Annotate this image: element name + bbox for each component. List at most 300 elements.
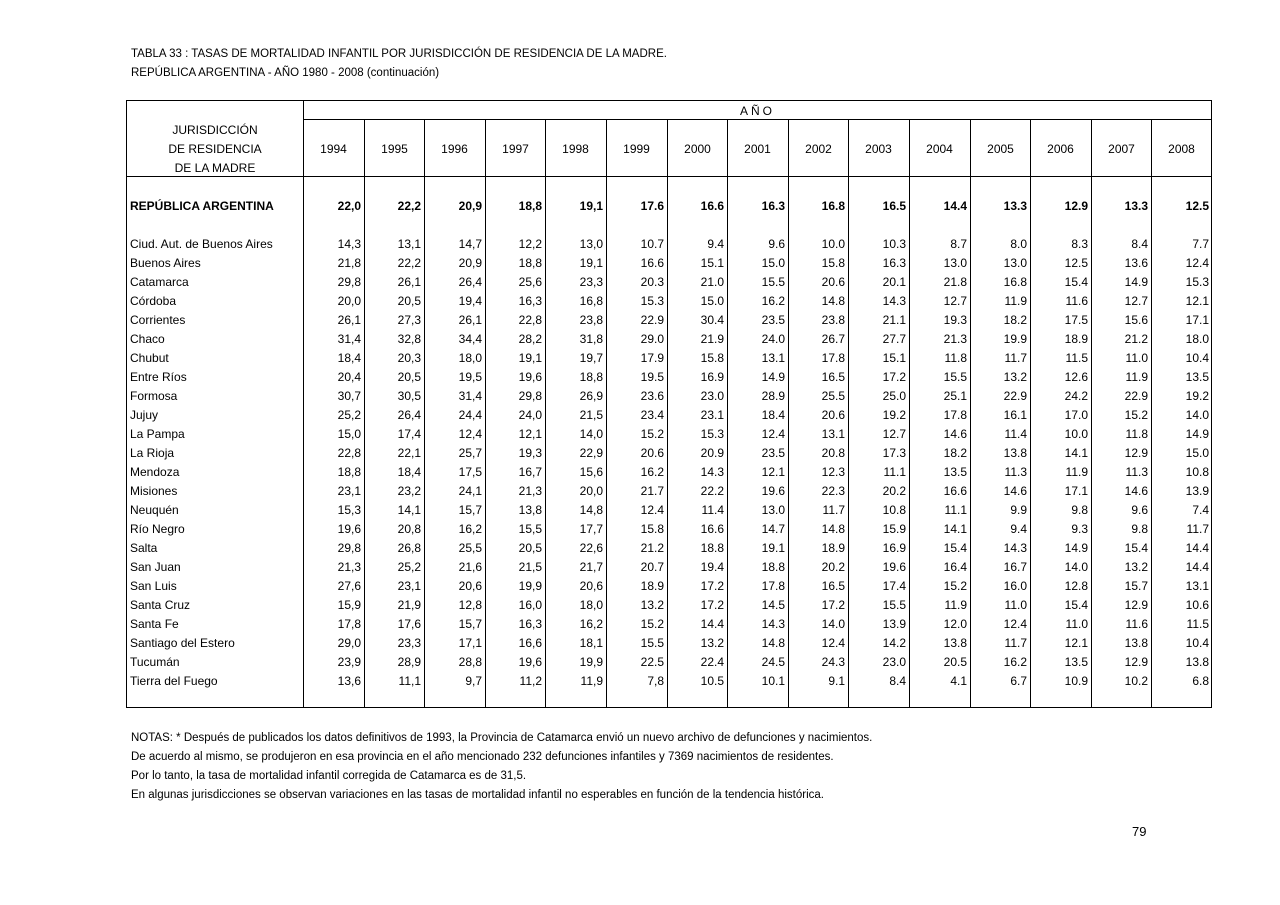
column-divider [848,120,849,708]
table-row-value: 11,2 [519,674,542,688]
table-row-value: 21,5 [518,560,542,574]
table-row-value: 31,4 [337,332,361,346]
total-row-value: 19,1 [579,199,603,213]
table-row-label: Tierra del Fuego [130,674,218,688]
table-row-value: 20.8 [821,446,845,460]
table-row-value: 17.9 [640,351,664,365]
total-row-value: 22,2 [397,199,421,213]
table-row-value: 14.7 [761,522,785,536]
table-row-value: 13.9 [882,617,906,631]
table-row-value: 26,8 [397,541,421,555]
table-row-value: 11,1 [398,674,421,688]
table-row-label: Neuquén [130,503,179,517]
table-row-value: 11.1 [944,503,967,517]
table-row-value: 16,0 [518,598,542,612]
table-row-value: 15.9 [882,522,906,536]
table-row-value: 15.3 [700,427,724,441]
table-row-value: 11.3 [1125,465,1148,479]
table-row-value: 20.6 [821,408,845,422]
table-row-value: 15,3 [337,503,361,517]
table-row-value: 21,9 [397,598,421,612]
table-row-value: 11.9 [1004,294,1027,308]
table-row-value: 17.1 [1064,484,1088,498]
table-row-value: 13.2 [1003,370,1027,384]
table-row-value: 11.0 [1004,598,1027,612]
table-row-value: 18,0 [579,598,603,612]
total-row-value: 16.6 [700,199,724,213]
table-row-value: 22,1 [397,446,421,460]
table-row-value: 16,3 [518,617,542,631]
total-row-label: REPÚBLICA ARGENTINA [130,199,274,213]
year-header: 1998 [562,142,589,156]
table-row-value: 12.4 [1185,256,1209,270]
year-header: 2006 [1047,142,1074,156]
table-row-value: 25,6 [518,275,542,289]
table-row-value: 21.3 [943,332,967,346]
table-row-label: Santiago del Estero [130,636,235,650]
table-row-value: 12,8 [458,598,482,612]
table-row-value: 15.5 [640,636,664,650]
notes-section [131,729,872,805]
year-header: 2001 [744,142,771,156]
table-row-value: 12.6 [1064,370,1088,384]
table-row-value: 23,3 [579,275,603,289]
table-row-value: 15,6 [579,465,603,479]
table-row-value: 30,7 [337,389,361,403]
table-row-value: 21.0 [700,275,724,289]
table-row-value: 21,6 [458,560,482,574]
table-row-value: 16.1 [1003,408,1027,422]
table-row-value: 13,0 [579,237,603,251]
table-row-value: 12.1 [761,465,785,479]
column-divider [606,120,607,708]
table-row-value: 20,8 [397,522,421,536]
table-row-value: 14,3 [337,237,361,251]
table-row-value: 20.6 [821,275,845,289]
table-row-value: 19,3 [518,446,542,460]
table-row-value: 19.9 [1003,332,1027,346]
table-row-value: 31,8 [579,332,603,346]
table-row-value: 25,2 [397,560,421,574]
table-row-value: 18,8 [579,370,603,384]
table-row-value: 15.8 [640,522,664,536]
table-row-value: 20.3 [640,275,664,289]
table-row-value: 13.2 [700,636,724,650]
table-row-label: San Luis [130,579,177,593]
table-row-value: 23.4 [640,408,664,422]
table-row-value: 32,8 [397,332,421,346]
table-row-value: 13.8 [943,636,967,650]
table-row-value: 12.4 [1003,617,1027,631]
table-row-value: 23.5 [761,313,785,327]
table-row-value: 14.4 [1185,541,1209,555]
table-row-value: 19,7 [579,351,603,365]
table-row-value: 15,9 [337,598,361,612]
table-row-value: 22,8 [518,313,542,327]
table-row-value: 9.8 [1071,503,1088,517]
table-row-value: 20,5 [518,541,542,555]
table-row-value: 26,4 [397,408,421,422]
table-row-value: 20,6 [579,579,603,593]
table-row-value: 21.8 [943,275,967,289]
table-row-value: 11.5 [1186,617,1209,631]
table-row-value: 13.8 [1124,636,1148,650]
table-row-value: 14.1 [943,522,967,536]
table-row-label: Buenos Aires [130,256,201,270]
table-row-label: Salta [130,541,158,555]
table-row-value: 10.8 [1185,465,1209,479]
table-row-value: 9.1 [828,674,845,688]
table-row-value: 13.0 [1003,256,1027,270]
table-row-value: 19,6 [518,370,542,384]
table-row-value: 26.7 [821,332,845,346]
table-row-value: 25.1 [943,389,967,403]
table-row-value: 14.1 [1064,446,1088,460]
table-row-label: La Rioja [130,446,175,460]
table-row-value: 24,0 [518,408,542,422]
table-row-value: 12,4 [458,427,482,441]
table-row-value: 14.4 [1185,560,1209,574]
table-row-value: 17.3 [882,446,906,460]
table-row-value: 25.0 [882,389,906,403]
table-row-value: 15.2 [1124,408,1148,422]
table-row-value: 15.1 [700,256,724,270]
table-row-value: 14.6 [943,427,967,441]
table-row-label: Jujuy [130,408,159,422]
table-row-value: 11.7 [1004,636,1027,650]
column-divider [909,120,910,708]
column-divider [424,120,425,708]
table-row-value: 16.9 [700,370,724,384]
table-row-value: 9.9 [1010,503,1027,517]
table-row-value: 16,7 [518,465,542,479]
table-row-value: 12.9 [1124,598,1148,612]
table-row-value: 17.2 [700,579,724,593]
table-row-value: 18,8 [518,256,542,270]
table-row-value: 15.3 [1185,275,1209,289]
table-title: TABLA 33 : TASAS DE MORTALIDAD INFANTIL POR JURISDICCIÓN DE RESIDENCIA DE LA MADRE. [131,48,667,60]
table-row-value: 28,2 [518,332,542,346]
table-row-value: 19.6 [761,484,785,498]
table-row-value: 16.3 [882,256,906,270]
table-row-value: 11.9 [1065,465,1088,479]
total-row-value: 20,9 [458,199,482,213]
table-row-label: Río Negro [130,522,185,536]
table-row-value: 23.0 [882,655,906,669]
table-row-value: 22.3 [821,484,845,498]
table-row-value: 11.7 [1186,522,1209,536]
table-row-value: 9.6 [768,237,785,251]
column-divider [1151,120,1152,708]
column-divider [970,120,971,708]
table-row-value: 11.0 [1065,617,1088,631]
table-row-value: 16,2 [579,617,603,631]
year-header: 2004 [926,142,953,156]
table-row-value: 28.9 [761,389,785,403]
table-row-value: 14.8 [821,522,845,536]
table-row-value: 13.9 [1185,484,1209,498]
table-row-value: 13.1 [821,427,845,441]
note-line: De acuerdo al mismo, se produjeron en esa provincia en el año mencionado 232 defunciones infantiles y 7369 nacimientos de residentes. [131,751,834,763]
table-row-label: La Pampa [130,427,185,441]
table-row-value: 16.6 [640,256,664,270]
table-row-value: 23,8 [579,313,603,327]
table-row-label: Santa Fe [130,617,179,631]
table-row-value: 25,5 [458,541,482,555]
table-row-value: 13.8 [1185,655,1209,669]
table-row-value: 34,4 [458,332,482,346]
table-row-value: 26,9 [579,389,603,403]
table-row-value: 27.7 [882,332,906,346]
table-row-value: 17.4 [882,579,906,593]
table-row-value: 15.2 [640,427,664,441]
table-row-value: 14.9 [1185,427,1209,441]
table-row-value: 30.4 [700,313,724,327]
table-row-value: 13.1 [1185,579,1209,593]
table-row-value: 8.3 [1071,237,1088,251]
table-row-value: 13,6 [337,674,361,688]
table-row-value: 6.7 [1010,674,1027,688]
column-divider [485,120,486,708]
table-row-value: 27,6 [337,579,361,593]
table-row-value: 17,1 [458,636,482,650]
table-row-value: 17.2 [882,370,906,384]
table-row-value: 28,8 [458,655,482,669]
table-row-value: 24.3 [821,655,845,669]
table-row-value: 12,1 [518,427,542,441]
note-line: Por lo tanto, la tasa de mortalidad infantil corregida de Catamarca es de 31,5. [131,770,527,782]
table-row-value: 18.4 [761,408,785,422]
column-divider [364,120,365,708]
table-row-value: 9.4 [1010,522,1027,536]
table-row-value: 16,3 [518,294,542,308]
table-row-value: 14,1 [397,503,421,517]
table-row-value: 10.6 [1185,598,1209,612]
table-row-label: Catamarca [130,275,189,289]
table-row-value: 14.6 [1124,484,1148,498]
table-row-value: 13,8 [518,503,542,517]
table-row-value: 14.0 [1185,408,1209,422]
table-row-value: 12.7 [1124,294,1148,308]
table-row-value: 19,9 [579,655,603,669]
table-row-value: 16,2 [458,522,482,536]
table-row-value: 14.3 [882,294,906,308]
table-row-value: 9.6 [1131,503,1148,517]
table-row-value: 12.7 [882,427,906,441]
table-row-value: 16.8 [1003,275,1027,289]
table-row-value: 12.9 [1124,655,1148,669]
table-row-value: 14.8 [761,636,785,650]
table-row-value: 31,4 [458,389,482,403]
table-row-value: 15.2 [943,579,967,593]
table-row-label: Ciud. Aut. de Buenos Aires [130,237,273,251]
table-row-value: 8.0 [1010,237,1027,251]
total-row-value: 16.8 [821,199,845,213]
table-row-value: 20,9 [458,256,482,270]
table-row-value: 20.1 [882,275,906,289]
table-row-value: 15.4 [943,541,967,555]
table-row-value: 15.0 [761,256,785,270]
table-row-label: San Juan [130,560,181,574]
table-row-value: 19.2 [882,408,906,422]
table-row-value: 29.0 [640,332,664,346]
table-row-value: 20,5 [397,370,421,384]
table-row-value: 19,4 [458,294,482,308]
table-row-value: 21,3 [518,484,542,498]
table-row-value: 20.5 [943,655,967,669]
year-header: 2007 [1108,142,1135,156]
table-row-value: 13.1 [761,351,785,365]
table-row-value: 22,9 [579,446,603,460]
table-row-value: 15.5 [943,370,967,384]
table-row-value: 19,9 [518,579,542,593]
table-row-value: 14,0 [579,427,603,441]
table-row-value: 24.2 [1064,389,1088,403]
table-row-value: 18.0 [1185,332,1209,346]
table-row-value: 29,8 [518,389,542,403]
table-row-value: 13,1 [397,237,421,251]
table-row-value: 18,4 [397,465,421,479]
table-row-value: 19.4 [700,560,724,574]
table-row-value: 10.4 [1185,351,1209,365]
table-row-value: 9.8 [1131,522,1148,536]
table-row-value: 17.1 [1185,313,1209,327]
table-row-value: 17,7 [579,522,603,536]
table-row-value: 14,7 [458,237,482,251]
column-divider [545,120,546,708]
table-row-value: 10.3 [882,237,906,251]
table-row-value: 15.6 [1124,313,1148,327]
table-row-value: 18.2 [943,446,967,460]
table-row-value: 26,4 [458,275,482,289]
table-row-value: 19.6 [882,560,906,574]
table-row-value: 15,7 [458,503,482,517]
table-row-value: 25.5 [821,389,845,403]
table-row-value: 29,0 [337,636,361,650]
table-subtitle: REPÚBLICA ARGENTINA - AÑO 1980 - 2008 (continuación) [131,67,440,79]
table-row-value: 20,0 [579,484,603,498]
table-row-value: 21.2 [1124,332,1148,346]
table-row-value: 14.0 [821,617,845,631]
table-row-value: 10.8 [882,503,906,517]
table-row-value: 16,6 [518,636,542,650]
table-row-value: 18,8 [337,465,361,479]
table-row-value: 19,5 [458,370,482,384]
year-header: 2000 [684,142,711,156]
table-row-value: 14.0 [1064,560,1088,574]
year-header: 1994 [320,142,347,156]
table-row-value: 15.0 [1185,446,1209,460]
note-line: NOTAS: * Después de publicados los datos definitivos de 1993, la Provincia de Catamarca envió un nuevo archivo de defunciones y nacimientos. [131,732,873,744]
table-row-value: 13.2 [640,598,664,612]
table-row-value: 25,2 [337,408,361,422]
table-row-value: 10.7 [640,237,664,251]
table-row-value: 29,8 [337,541,361,555]
table-row-value: 15,7 [458,617,482,631]
table-row-value: 12.1 [1185,294,1209,308]
table-row-value: 26,1 [337,313,361,327]
table-row-value: 30,5 [397,389,421,403]
table-row-value: 23,9 [337,655,361,669]
table-row-value: 12.5 [1064,256,1088,270]
year-header: 1999 [623,142,650,156]
table-row-value: 14.9 [761,370,785,384]
table-row-label: Chubut [130,351,169,365]
column-divider [788,120,789,708]
table-row-value: 13.0 [943,256,967,270]
table-row-value: 15.8 [700,351,724,365]
table-row-value: 23,1 [337,484,361,498]
table-row-value: 11.4 [701,503,724,517]
table-row-value: 15.4 [1064,598,1088,612]
table-row-value: 11.0 [1125,351,1148,365]
table-row-value: 11.9 [944,598,967,612]
year-header: 2003 [865,142,892,156]
table-row-value: 17.5 [1064,313,1088,327]
total-row-value: 13.3 [1124,199,1148,213]
table-row-value: 10.1 [761,674,785,688]
table-row-value: 22.9 [640,313,664,327]
total-row-value: 22,0 [337,199,361,213]
table-row-value: 11,9 [580,674,603,688]
table-row-value: 14.4 [700,617,724,631]
table-row-value: 20,5 [397,294,421,308]
table-row-value: 15.4 [1064,275,1088,289]
row-divider [303,119,1211,120]
row-divider [127,176,1211,177]
table-row-value: 10.4 [1185,636,1209,650]
table-row-value: 11.8 [1125,427,1148,441]
table-row-value: 17.0 [1064,408,1088,422]
table-row-value: 19.3 [943,313,967,327]
table-row-value: 21.2 [640,541,664,555]
table-row-value: 23,1 [397,579,421,593]
table-row-value: 16.5 [821,579,845,593]
table-row-value: 23,3 [397,636,421,650]
table-row-value: 17.8 [943,408,967,422]
table-row-label: Córdoba [130,294,177,308]
table-row-value: 15.8 [821,256,845,270]
table-row-value: 18.8 [700,541,724,555]
table-row-value: 14.9 [1124,275,1148,289]
table-row-value: 23.8 [821,313,845,327]
table-row-value: 15.5 [761,275,785,289]
table-row-label: Misiones [130,484,178,498]
table-row-value: 11.1 [883,465,906,479]
table-row-value: 18.9 [1064,332,1088,346]
total-row-value: 17.6 [640,199,664,213]
table-row-value: 8.7 [950,237,967,251]
table-row-value: 12.4 [640,503,664,517]
table-row-value: 21,5 [579,408,603,422]
table-row-value: 13.8 [1003,446,1027,460]
table-row-value: 19.5 [640,370,664,384]
table-row-value: 12,2 [518,237,542,251]
table-row-value: 18.9 [640,579,664,593]
table-row-value: 12.7 [943,294,967,308]
table-row-value: 10.9 [1064,674,1088,688]
table-row-value: 13.5 [1185,370,1209,384]
table-row-value: 17.8 [761,579,785,593]
table-row-value: 20.2 [882,484,906,498]
table-row-value: 14.3 [700,465,724,479]
table-row-value: 18.8 [761,560,785,574]
table-row-value: 15.4 [1124,541,1148,555]
table-row-value: 22,6 [579,541,603,555]
table-row-value: 20.6 [640,446,664,460]
table-row-value: 13.6 [1124,256,1148,270]
total-row-value: 14.4 [943,199,967,213]
